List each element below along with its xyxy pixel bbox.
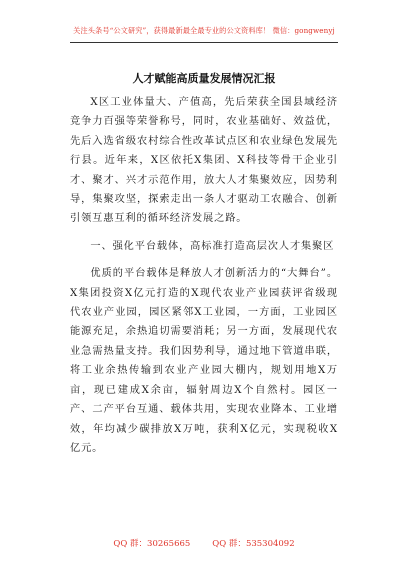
footer-qq-value-1: 30265665 (147, 539, 191, 549)
document-body (70, 93, 338, 458)
section-1-paragraph: 优质的平台载体是释放人才创新活力的“大舞台”。X集团投资X亿元打造的X现代农业产业园获评省级现代农业产业园，园区紧邻X工业园，一方面，工业园区能源充足，余热追切需要消耗；另一方面，发展现代农业急需热量支持。我们因势利导，通过地下管道串联，将工业余热传输到农业产业园大棚内，规划用地X万亩，现已建成X余亩，辐射周边X个自然村。园区一产、二产平台互通、载体共用，实现农业降本、工业增效，年均减少碳排放X万吨，获利X亿元，实现税收X亿元。 (70, 268, 338, 454)
footer-qq-value-2: 535304092 (245, 539, 295, 549)
document-title: 人才赋能高质量发展情况汇报 (132, 72, 276, 85)
footer-qq-label-1: QQ 群： (113, 539, 148, 549)
header-promo-text: 关注头条号“公文研究”，获得最新最全最专业的公文资料库！ 微信：gongwenyj (73, 26, 335, 35)
intro-paragraph: X区工业体量大、产值高，先后荣获全国县域经济竞争力百强等荣誉称号，同时，农业基础好、效益优，先后入选省级农村综合性改革试点区和农业绿色发展先行县。近年来，X区依托X集团、X科技等骨干企业引才、聚才、兴才示范作用，放大人才集聚效应，因势利导，集聚攻坚，探索走出一条人才驱动工农融合、创新引领互惠互利的循环经济发展之路。 (70, 97, 338, 225)
footer-qq-groups (0, 537, 408, 549)
header-divider (70, 42, 338, 43)
footer-qq-label-2: QQ 群： (212, 539, 246, 549)
section-heading-1: 一、强化平台载体，高标准打造高层次人才集聚区 (90, 240, 335, 252)
